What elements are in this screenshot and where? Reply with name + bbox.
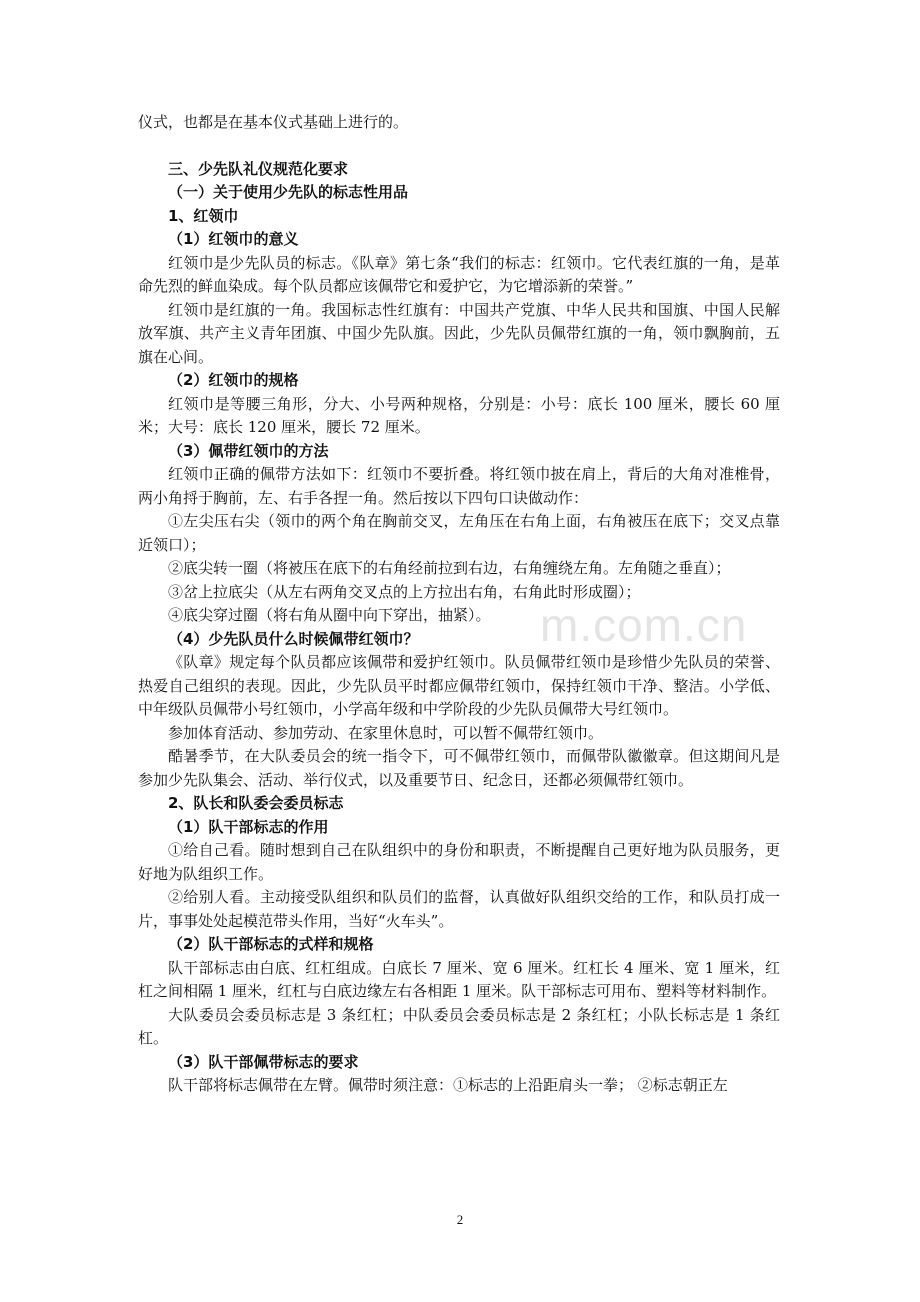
blank-line bbox=[138, 135, 780, 158]
paragraph: 《队章》规定每个队员都应该佩带和爱护红领巾。队员佩带红领巾是珍惜少先队员的荣誉、热爱自己组织的表现。因此，少先队员平时都应佩带红领巾，保持红领巾干净、整洁。小学低、中年级队员佩带小号红领巾，小学高年级和中学阶段的少先队员佩带大号红领巾。 bbox=[138, 653, 780, 718]
paragraph: 红领巾是红旗的一角。我国标志性红旗有：中国共产党旗、中华人民共和国旗、中国人民解放军旗、共产主义青年团旗、中国少先队旗。因此，少先队员佩带红旗的一角，领巾飘胸前，五旗在心间。 bbox=[138, 300, 780, 366]
section-heading: 三、少先队礼仪规范化要求 bbox=[168, 159, 349, 178]
paragraph: 队干部标志由白底、红杠组成。白底长 7 厘米、宽 6 厘米。红杠长 4 厘米、宽 1 厘米，红杠之间相隔 1 厘米，红杠与白底边缘左右各相距 1 厘米。队干部标志可用布、塑料等材料制作。 bbox=[138, 958, 780, 1000]
page-number: 2 bbox=[456, 1212, 464, 1227]
subitem-heading: （1）红领巾的意义 bbox=[168, 230, 299, 248]
paragraph: ③岔上拉底尖（从左右两角交叉点的上方拉出右角，右角此时形成圈）； bbox=[168, 582, 641, 601]
subitem-heading: （2）红领巾的规格 bbox=[168, 371, 299, 389]
subitem-heading: （3）队干部佩带标志的要求 bbox=[168, 1052, 359, 1071]
paragraph: 大队委员会委员标志是 3 条红杠；中队委员会委员标志是 2 条红杠；小队长标志是 1 条红杠。 bbox=[138, 1005, 780, 1047]
paragraph: 红领巾是等腰三角形，分大、小号两种规格，分别是：小号：底长 100 厘米，腰长 60 厘米；大号：底长 120 厘米，腰长 72 厘米。 bbox=[138, 394, 780, 436]
paragraph: ①给自己看。随时想到自己在队组织中的身份和职责，不断提醒自己更好地为队员服务，更好地为队组织工作。 bbox=[138, 841, 780, 883]
paragraph: 队干部将标志佩带在左臂。佩带时须注意：①标志的上沿距肩头一拳； ②标志朝正左 bbox=[168, 1076, 728, 1094]
item-heading: 2、队长和队委会委员标志 bbox=[168, 794, 344, 812]
paragraph: ②底尖转一圈（将被压在底下的右角经前拉到右边，右角缠绕左角。左角随之垂直）； bbox=[168, 559, 731, 577]
subitem-heading: （1）队干部标志的作用 bbox=[168, 817, 329, 836]
paragraph: 酷暑季节，在大队委员会的统一指令下，可不佩带红领巾，而佩带队徽徽章。但这期间凡是参加少先队集会、活动、举行仪式，以及重要节日、纪念日，还都必须佩带红领巾。 bbox=[138, 747, 780, 789]
item-heading: 1、红领巾 bbox=[168, 206, 239, 225]
paragraph: 参加体育活动、参加劳动、在家里休息时，可以暂不佩带红领巾。 bbox=[168, 723, 604, 742]
subitem-heading: （2）队干部标志的式样和规格 bbox=[168, 935, 374, 953]
paragraph: ①左尖压右尖（领巾的两个角在胸前交叉，左角压在右角上面，右角被压在底下；交叉点靠近领口）； bbox=[138, 512, 780, 554]
text-line: 仪式，也都是在基本仪式基础上进行的。 bbox=[138, 113, 409, 131]
subitem-heading: （3）佩带红领巾的方法 bbox=[168, 441, 329, 460]
paragraph: 红领巾正确的佩带方法如下：红领巾不要折叠。将红领巾披在肩上，背后的大角对准椎骨，两小角捋于胸前，左、右手各捏一角。然后按以下四句口诀做动作： bbox=[138, 465, 780, 507]
watermark: m.com.cn bbox=[540, 599, 748, 651]
paragraph: ④底尖穿过圈（将右角从圈中向下穿出，抽紧）。 bbox=[168, 606, 491, 624]
subsection-heading: （一）关于使用少先队的标志性用品 bbox=[168, 183, 409, 201]
paragraph: 红领巾是少先队员的标志。《队章》第七条“我们的标志：红领巾。它代表红旗的一角，是革命先烈的鲜血染成。每个队员都应该佩带它和爱护它，为它增添新的荣誉。” bbox=[138, 253, 780, 295]
document-body bbox=[138, 111, 780, 1098]
subitem-heading: （4）少先队员什么时候佩带红领巾？ bbox=[168, 629, 419, 648]
paragraph: ②给别人看。主动接受队组织和队员们的监督，认真做好队组织交给的工作，和队员打成一片，事事处处起模范带头作用，当好“火车头”。 bbox=[138, 888, 780, 930]
